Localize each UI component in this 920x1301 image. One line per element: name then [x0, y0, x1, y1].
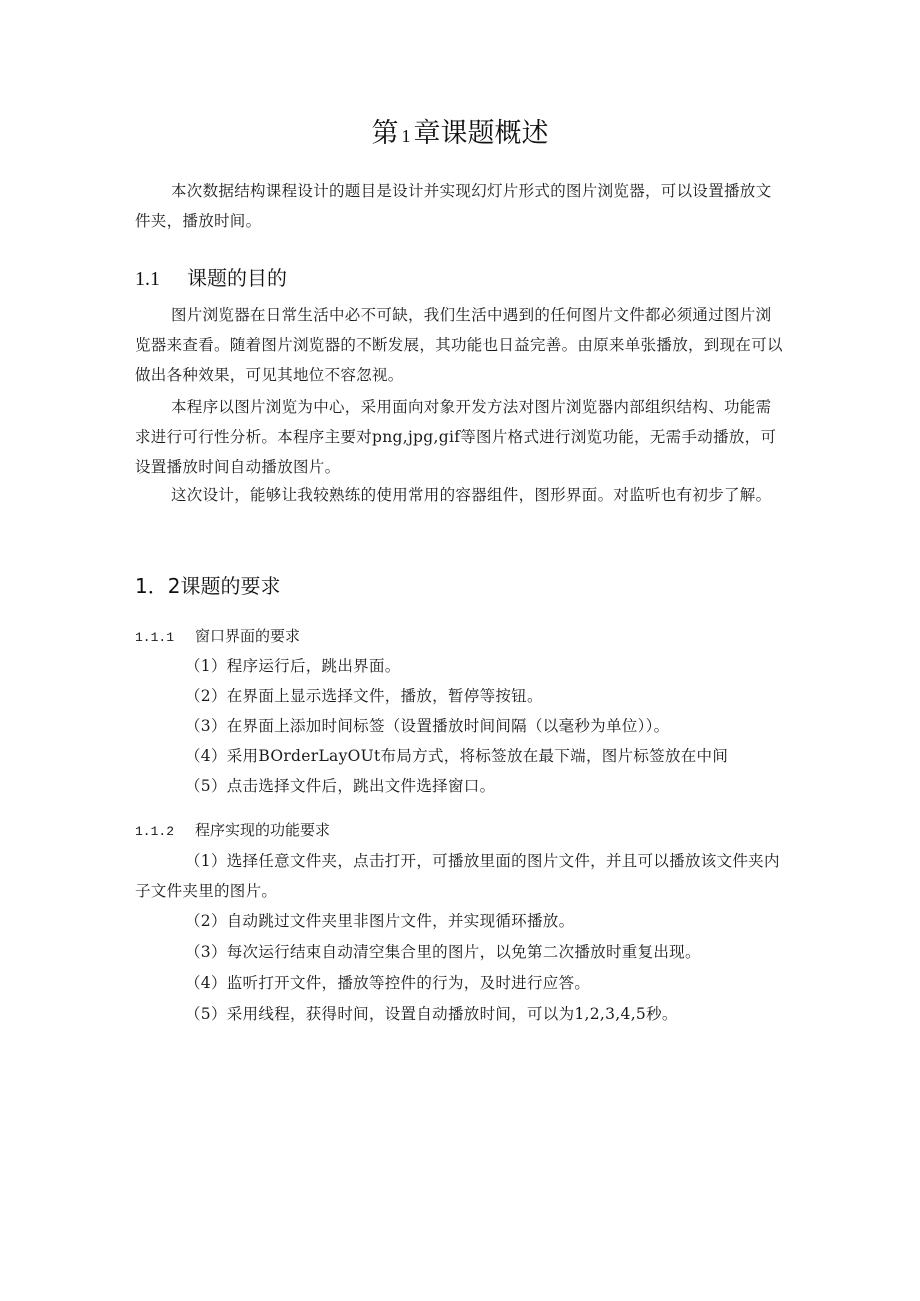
- intro-paragraph: 本次数据结构课程设计的题目是设计并实现幻灯片形式的图片浏览器，可以设置播放文件夹，播放时间。: [135, 182, 772, 230]
- list-item: （2）在界面上显示选择文件，播放，暂停等按钮。: [185, 687, 543, 705]
- chapter-suffix: 章课题概述: [413, 118, 549, 149]
- subsection-heading-1-1-1: [135, 624, 300, 650]
- section-title: 课题的要求: [180, 574, 281, 598]
- list-item: （1）选择任意文件夹，点击打开，可播放里面的图片文件，并且可以播放该文件夹内子文件夹里的图片。: [135, 852, 780, 900]
- list-item: （4）监听打开文件，播放等控件的行为，及时进行应答。: [185, 974, 591, 992]
- section-heading-1-1: [135, 263, 287, 294]
- list-item: （3）在界面上添加时间标签（设置播放时间间隔（以毫秒为单位））。: [185, 717, 670, 735]
- purpose-paragraph-3: 这次设计，能够让我较熟练的使用常用的容器组件，图形界面。对监听也有初步了解。: [171, 486, 772, 504]
- section-number: 1．2: [135, 574, 181, 598]
- chapter-prefix: 第: [371, 118, 399, 149]
- chapter-title: [0, 114, 920, 156]
- purpose-paragraph-2: 本程序以图片浏览为中心，采用面向对象开发方法对图片浏览器内部组织结构、功能需求进行可行性分析。本程序主要对png,jpg,gif等图片格式进行浏览功能，无需手动播放，可设置播放时间自动播放图片。: [135, 398, 777, 476]
- section-title: 课题的目的: [187, 266, 287, 290]
- list-item: （5）点击选择文件后，跳出文件选择窗口。: [185, 777, 496, 795]
- section-heading-1-2: [135, 571, 280, 601]
- list-item: （2）自动跳过文件夹里非图片文件，并实现循环播放。: [185, 912, 575, 930]
- section-number: 1.1: [135, 268, 160, 290]
- list-item: （4）采用BOrderLayOUt布局方式，将标签放在最下端，图片标签放在中间: [185, 747, 729, 765]
- subsection-title: 窗口界面的要求: [195, 627, 301, 645]
- subsection-number: 1.1.2: [135, 824, 175, 839]
- subsection-title: 程序实现的功能要求: [195, 821, 331, 839]
- chapter-number: 1: [401, 126, 411, 146]
- purpose-paragraph-1: 图片浏览器在日常生活中必不可缺，我们生活中遇到的任何图片文件都必须通过图片浏览器来查看。随着图片浏览器的不断发展，其功能也日益完善。由原来单张播放，到现在可以做出各种效果，可见其地位不容忽视。: [135, 306, 783, 384]
- subsection-number: 1.1.1: [135, 630, 175, 645]
- list-item: （5）采用线程，获得时间，设置自动播放时间，可以为1,2,3,4,5秒。: [185, 1005, 678, 1023]
- subsection-heading-1-1-2: [135, 818, 330, 844]
- list-item: （3）每次运行结束自动清空集合里的图片，以免第二次播放时重复出现。: [185, 943, 701, 961]
- list-item: （1）程序运行后，跳出界面。: [185, 657, 401, 675]
